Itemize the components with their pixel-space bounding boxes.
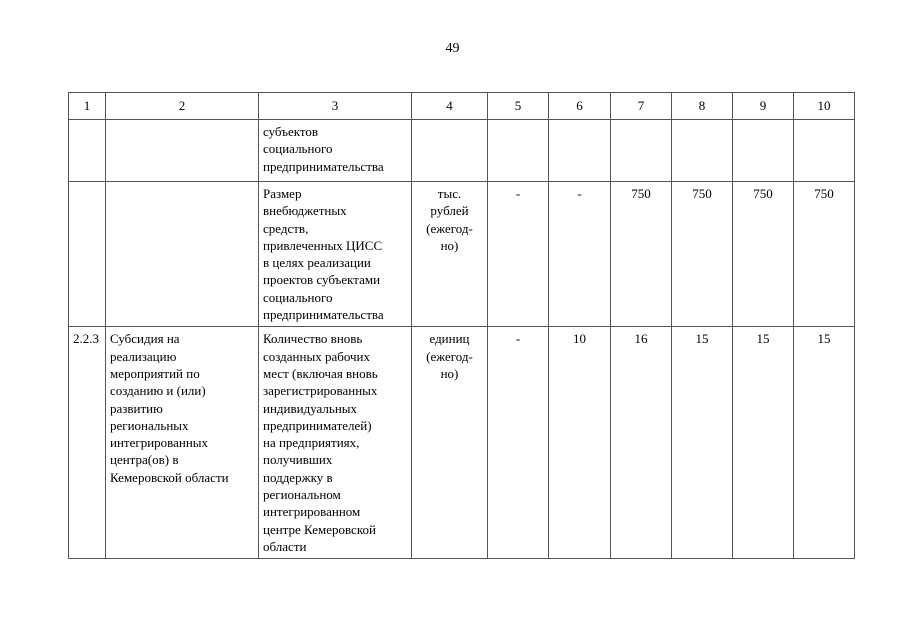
header-cell-5: 5: [488, 93, 549, 120]
value-cell-5: -: [488, 327, 549, 559]
value-cell-10: 750: [794, 182, 855, 327]
header-cell-8: 8: [672, 93, 733, 120]
event-name-cell: [106, 120, 259, 182]
value-cell-5: -: [488, 182, 549, 327]
value-cell-7: 750: [611, 182, 672, 327]
indicator-name-cell: Количество вновь созданных рабочих мест (включая вновь зарегистрированных индивидуальных предпринимателей) на предприятиях, получивших поддержку в региональном интегрированном центре Кемеровской области: [259, 327, 412, 559]
value-cell-7: [611, 120, 672, 182]
value-cell-9: 750: [733, 182, 794, 327]
header-cell-6: 6: [549, 93, 611, 120]
event-name-cell: [106, 182, 259, 327]
indicator-name-cell: Размер внебюджетных средств, привлеченных ЦИСС в целях реализации проектов субъектами социального предпринимательства: [259, 182, 412, 327]
unit-cell: единиц (ежегод- но): [412, 327, 488, 559]
value-cell-6: -: [549, 182, 611, 327]
value-cell-5: [488, 120, 549, 182]
value-cell-6: 10: [549, 327, 611, 559]
page-number: 49: [445, 41, 460, 56]
header-cell-9: 9: [733, 93, 794, 120]
table-row: [69, 182, 855, 327]
event-name-cell: Субсидия на реализацию мероприятий по созданию и (или) развитию региональных интегрированных центра(ов) в Кемеровской области: [106, 327, 259, 559]
table-row: [69, 120, 855, 182]
header-cell-1: 1: [69, 93, 106, 120]
header-cell-4: 4: [412, 93, 488, 120]
row-number-cell: [69, 120, 106, 182]
row-number-cell: 2.2.3: [69, 327, 106, 559]
value-cell-9: [733, 120, 794, 182]
indicator-table: [68, 92, 855, 559]
table-header-row: [69, 93, 855, 120]
value-cell-8: [672, 120, 733, 182]
value-cell-6: [549, 120, 611, 182]
unit-cell: тыс. рублей (ежегод- но): [412, 182, 488, 327]
indicator-name-cell: субъектов социального предпринимательства: [259, 120, 412, 182]
value-cell-8: 15: [672, 327, 733, 559]
header-cell-10: 10: [794, 93, 855, 120]
value-cell-10: 15: [794, 327, 855, 559]
row-number-cell: [69, 182, 106, 327]
table-row: [69, 327, 855, 559]
value-cell-8: 750: [672, 182, 733, 327]
unit-cell: [412, 120, 488, 182]
value-cell-10: [794, 120, 855, 182]
value-cell-7: 16: [611, 327, 672, 559]
value-cell-9: 15: [733, 327, 794, 559]
header-cell-2: 2: [106, 93, 259, 120]
header-cell-7: 7: [611, 93, 672, 120]
header-cell-3: 3: [259, 93, 412, 120]
